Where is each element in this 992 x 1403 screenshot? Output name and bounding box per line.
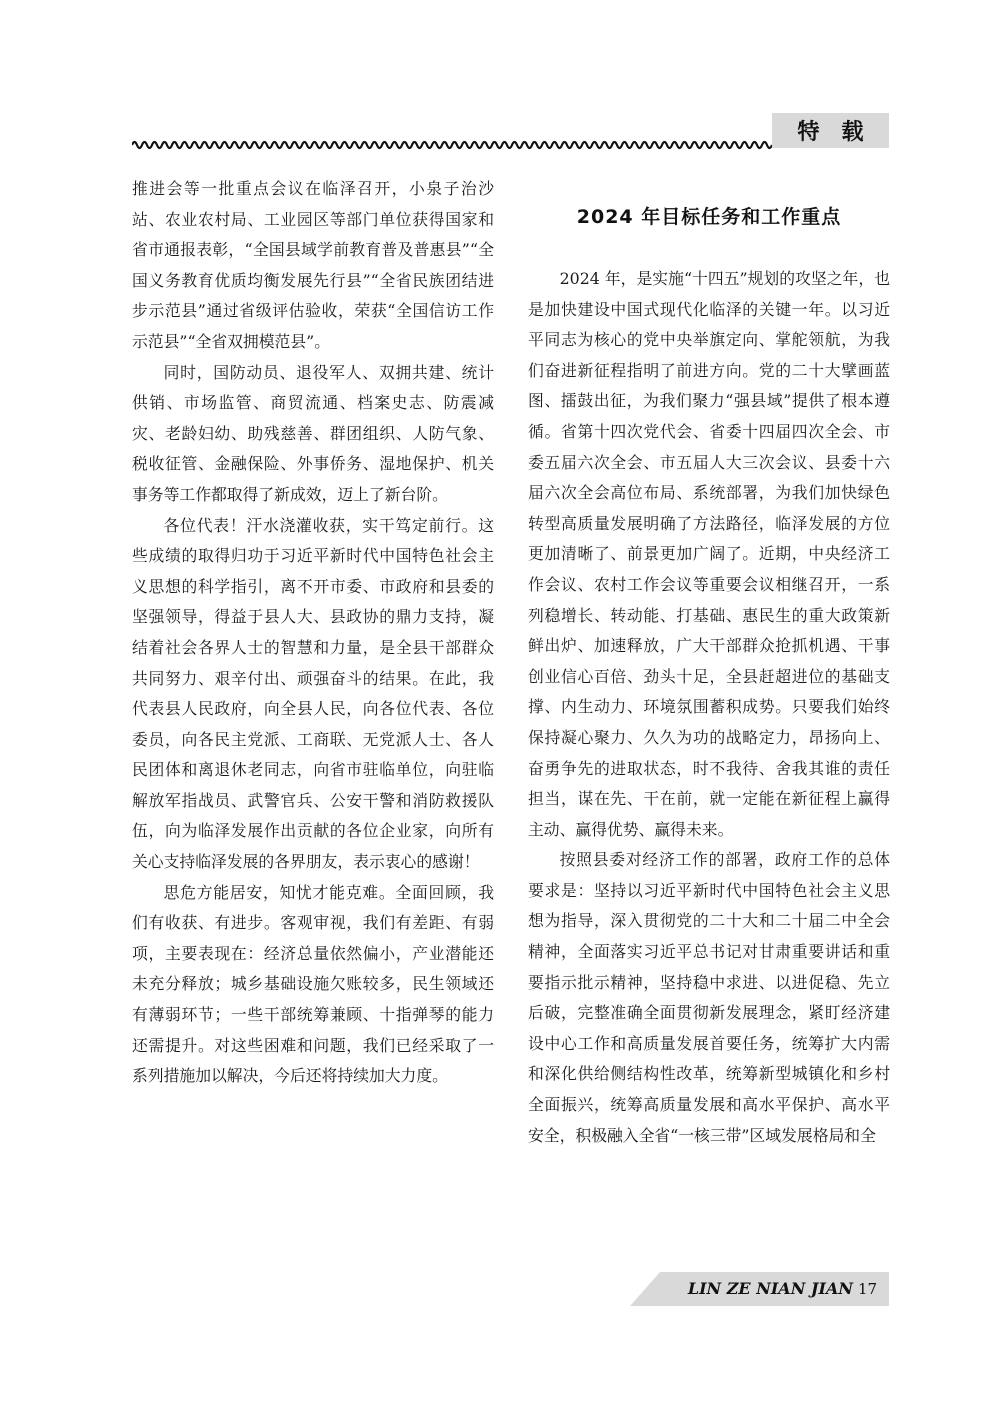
left-column bbox=[132, 174, 494, 1092]
right-column bbox=[528, 264, 890, 1151]
section-title: 2024 年目标任务和工作重点 bbox=[576, 206, 842, 228]
page-number: 17 bbox=[858, 1280, 878, 1298]
paragraph: 推进会等一批重点会议在临泽召开，小泉子治沙站、农业农村局、工业园区等部门单位获得国家和省市通报表彰，“全国县域学前教育普及普惠县”“全国义务教育优质均衡发展先行县”“全省民族团结进步示范县”通过省级评估验收，荣获“全国信访工作示范县”“全省双拥模范县”。 bbox=[132, 179, 494, 351]
paragraph: 2024 年，是实施“十四五”规划的攻坚之年，也是加快建设中国式现代化临泽的关键一年。以习近平同志为核心的党中央举旗定向、掌舵领航，为我们奋进新征程指明了前进方向。党的二十大擘画蓝图、擂鼓出征，为我们聚力“强县域”提供了根本遵循。省第十四次党代会、省委十四届四次全会、市委五届六次全会、市五届人大三次会议、县委十六届六次全会高位布局、系统部署，为我们加快绿色转型高质量发展明确了方法路径，临泽发展的方位更加清晰了、前景更加广阔了。近期，中央经济工作会议、农村工作会议等重要会议相继召开，一系列稳增长、转动能、打基础、惠民生的重大政策新鲜出炉、加速释放，广大干部群众抢抓机遇、干事创业信心百倍、劲头十足，全县赶超进位的基础支撑、内生动力、环境氛围蓄积成势。只要我们始终保持凝心聚力、久久为功的战略定力，昂扬向上、奋勇争先的进取状态，时不我待、舍我其谁的责任担当，谋在先、干在前，就一定能在新征程上赢得主动、赢得优势、赢得未来。 bbox=[528, 269, 890, 839]
paragraph: 思危方能居安，知忧才能克难。全面回顾，我们有收获、有进步。客观审视，我们有差距、有弱项，主要表现在：经济总量依然偏小，产业潜能还未充分释放；城乡基础设施欠账较多，民生领域还有薄弱环节；一些干部统筹兼顾、十指弹琴的能力还需提升。对这些困难和问题，我们已经采取了一系列措施加以解决，今后还将持续加大力度。 bbox=[132, 882, 494, 1086]
paragraph: 按照县委对经济工作的部署，政府工作的总体要求是：坚持以习近平新时代中国特色社会主义思想为指导，深入贯彻党的二十大和二十届二中全会精神，全面落实习近平总书记对甘肃重要讲话和重要指示批示精神，坚持稳中求进、以进促稳、先立后破，完整准确全面贯彻新发展理念，紧盯经济建设中心工作和高质量发展首要任务，统筹扩大内需和深化供给侧结构性改革，统筹新型城镇化和乡村全面振兴，统筹高质量发展和高水平保护、高水平安全，积极融入全省“一核三带”区域发展格局和全 bbox=[528, 850, 890, 1145]
paragraph: 各位代表！汗水浇灌收获，实干笃定前行。这些成绩的取得归功于习近平新时代中国特色社会主义思想的科学指引，离不开市委、市政府和县委的坚强领导，得益于县人大、县政协的鼎力支持，凝结着社会各界人士的智慧和力量，是全县干部群众共同努力、艰辛付出、顽强奋斗的结果。在此，我代表县人民政府，向全县人民，向各位代表、各位委员，向各民主党派、工商联、无党派人士、各人民团体和离退休老同志，向省市驻临单位，向驻临解放军指战员、武警官兵、公安干警和消防救援队伍，向为临泽发展作出贡献的各位企业家，向所有关心支持临泽发展的各界朋友，表示衷心的感谢！ bbox=[132, 515, 494, 872]
section-tag: 特载 bbox=[772, 113, 889, 148]
journal-name: LIN ZE NIAN JIAN bbox=[687, 1279, 853, 1298]
paragraph: 同时，国防动员、退役军人、双拥共建、统计供销、市场监管、商贸流通、档案史志、防震减灾、老龄妇幼、助残慈善、群团组织、人防气象、税收征管、金融保险、外事侨务、湿地保护、机关事务等工作都取得了新成效，迈上了新台阶。 bbox=[132, 362, 494, 504]
header-wave-rule bbox=[132, 139, 772, 151]
